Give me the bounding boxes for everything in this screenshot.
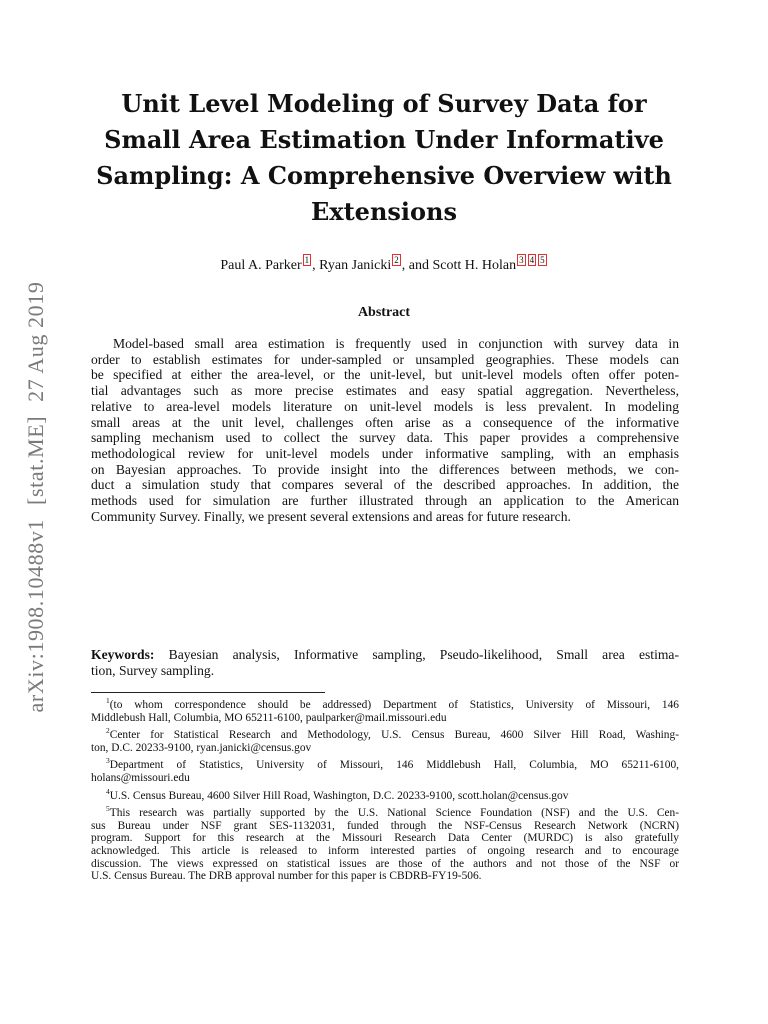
footnote-line: Middlebush Hall, Columbia, MO 65211-6100, paulparker@mail.missouri.edu xyxy=(91,711,447,724)
arxiv-id: arXiv:1908.10488v1 xyxy=(23,518,48,713)
keywords-section xyxy=(91,647,679,679)
footnote-ref-link[interactable]: 5 xyxy=(540,255,545,266)
footnote-line: U.S. Census Bureau. The DRB approval number for this paper is CBDRB-FY19-506. xyxy=(91,870,482,883)
abstract-line: order to establish estimates for under-sampled or unsampled geographies. These models can xyxy=(91,351,679,367)
footnote-ref-link[interactable]: 1 xyxy=(304,255,310,266)
abstract-line: tial advantages such as more precise estimates and easy spatial aggregation. Nevertheless, xyxy=(91,383,679,399)
footnote-2 xyxy=(91,726,679,754)
footnote-line xyxy=(91,786,679,803)
abstract-line: be specified at either the area-level, or the unit-level, but unit-level models often offer poten- xyxy=(91,367,679,383)
abstract-line: duct a simulation study that compares several of the described approaches. In addition, the xyxy=(91,477,679,493)
paper-title xyxy=(90,86,678,230)
keywords-text: Bayesian analysis, Informative sampling, Pseudo-likelihood, Small area estima- xyxy=(168,647,679,662)
footnote-mark: 2 xyxy=(106,726,110,736)
footnotes xyxy=(91,696,679,888)
abstract-heading: Abstract xyxy=(357,305,411,320)
abstract-line: relative to area-level models literature on unit-level models is less prevalent. In modeling xyxy=(91,398,679,414)
abstract-line: on Bayesian approaches. To provide insight into the differences between methods, we con- xyxy=(91,461,679,477)
abstract-line: Community Survey. Finally, we present several extensions and areas for future research. xyxy=(91,508,571,524)
abstract-line: small areas at the unit level, challenges often arise as a consequence of the informative xyxy=(91,414,679,430)
footnote-text: Department of Statistics, University of Missouri, 146 Middlebush Hall, Columbia, MO 65211-6100, xyxy=(109,759,679,772)
footnote-5 xyxy=(91,804,679,883)
footnote-line: discussion. The views expressed on statistical issues are those of the authors and not those of the NSF or xyxy=(91,857,679,870)
author-name: Ryan Janicki xyxy=(319,258,392,273)
arxiv-stamp xyxy=(23,282,49,713)
arxiv-date: 27 Aug 2019 xyxy=(23,281,48,402)
footnote-text: Center for Statistical Research and Methodology, U.S. Census Bureau, 4600 Silver Hill Road, Washing- xyxy=(109,729,679,742)
arxiv-category: [stat.ME] xyxy=(23,415,48,505)
author-separator: , and xyxy=(401,258,433,273)
footnote-ref-link[interactable]: 2 xyxy=(394,255,399,266)
footnote-line: program. Support for this research at the Missouri Research Data Center (MURDC) is also gratefully xyxy=(91,832,679,845)
footnote-ref-link[interactable]: 4 xyxy=(529,255,535,266)
keywords-line: tion, Survey sampling. xyxy=(91,663,215,678)
footnote-mark: 5 xyxy=(106,804,110,814)
author-list xyxy=(90,257,678,275)
footnote-line xyxy=(91,696,679,712)
abstract-line: sampling mechanism used to collect the survey data. This paper provides a comprehensive xyxy=(91,430,679,446)
footnote-text: (to whom correspondence should be addressed) Department of Statistics, University of Missouri, 146 xyxy=(109,699,679,711)
footnote-1 xyxy=(91,696,679,724)
title-line: Unit Level Modeling of Survey Data for xyxy=(121,89,647,118)
abstract-body xyxy=(91,336,679,524)
footnote-line: ton, D.C. 20233-9100, ryan.janicki@census.gov xyxy=(91,741,312,754)
footnote-text: U.S. Census Bureau, 4600 Silver Hill Road, Washington, D.C. 20233-9100, scott.holan@census.gov xyxy=(109,789,569,802)
footnote-mark: 3 xyxy=(106,756,110,766)
footnote-mark: 1 xyxy=(106,696,110,706)
title-line: Small Area Estimation Under Informative xyxy=(104,125,664,154)
footnote-3 xyxy=(91,756,679,784)
footnote-line xyxy=(91,726,679,742)
footnote-line: acknowledged. This article is released to inform interested parties of ongoing research and to encourage xyxy=(91,844,679,857)
keywords-line xyxy=(91,647,679,663)
footnote-line: holans@missouri.edu xyxy=(91,771,190,784)
footnote-text: This research was partially supported by the U.S. National Science Foundation (NSF) and the U.S. Cen- xyxy=(109,807,679,820)
footnote-4 xyxy=(91,786,679,803)
author-separator: , xyxy=(312,258,320,273)
abstract-line: methods used for simulation are further illustrated through an application to the American xyxy=(91,493,679,509)
abstract-line: methodological review for unit-level models under informative sampling, with an emphasis xyxy=(91,445,679,461)
title-line: Extensions xyxy=(310,197,457,226)
footnote-ref-link[interactable]: 3 xyxy=(519,255,524,266)
footnote-mark: 4 xyxy=(106,786,110,796)
keywords-label: Keywords: xyxy=(91,647,155,662)
abstract-line: Model-based small area estimation is frequently used in conjunction with survey data in xyxy=(113,336,679,351)
footnote-line xyxy=(91,756,679,772)
footnote-divider xyxy=(91,692,325,693)
author-name: Paul A. Parker xyxy=(220,258,302,273)
footnote-line xyxy=(91,804,679,820)
title-line: Sampling: A Comprehensive Overview with xyxy=(96,161,672,190)
footnote-line: sus Bureau under NSF grant SES-1132031, funded through the NSF-Census Research Network (NCRN) xyxy=(91,819,679,832)
author-name: Scott H. Holan xyxy=(432,258,517,273)
